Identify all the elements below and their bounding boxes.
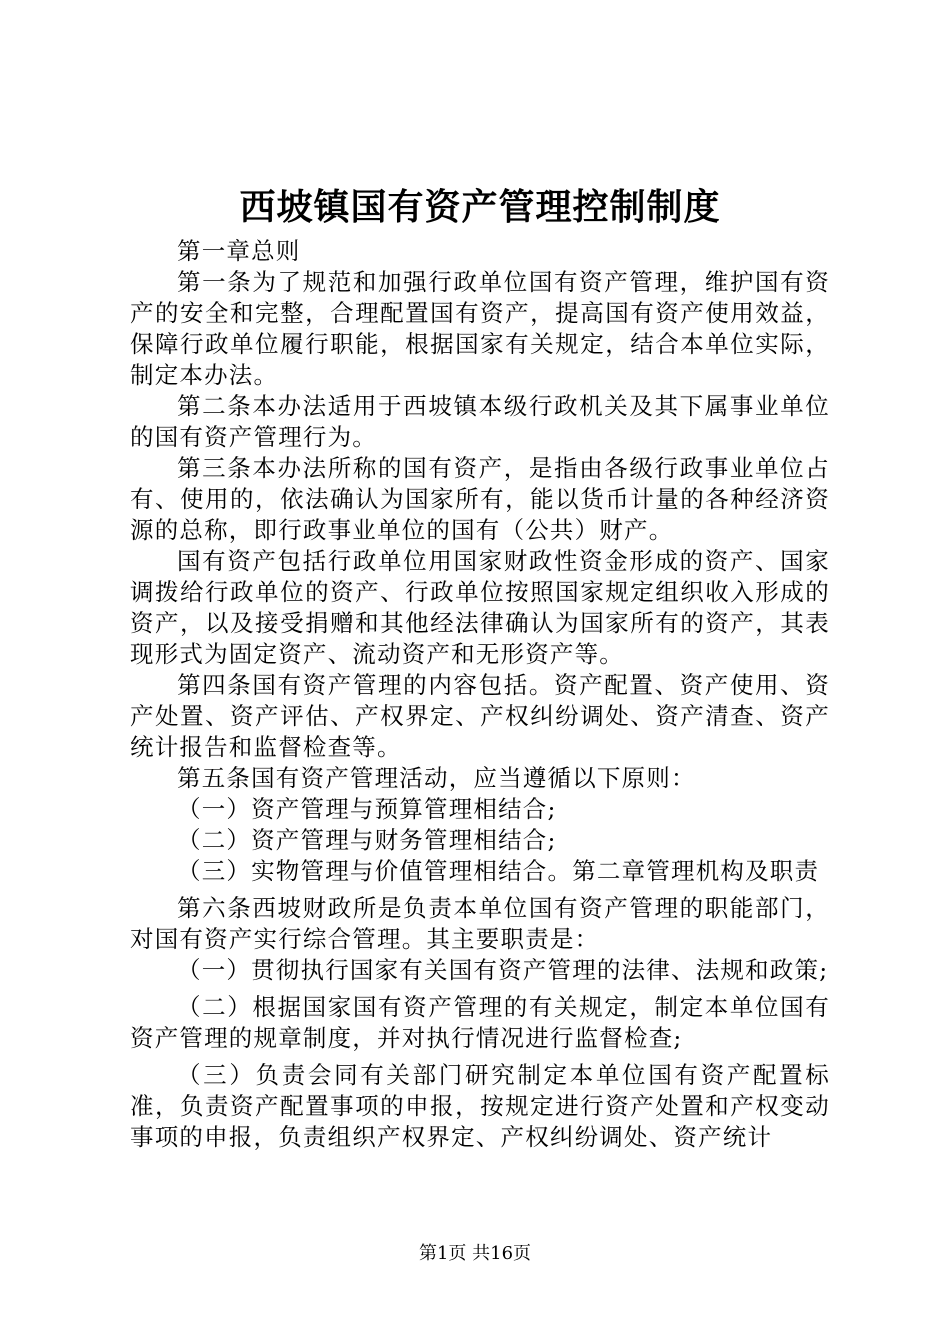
paragraph-article-1: 第一条为了规范和加强行政单位国有资产管理，维护国有资产的安全和完整，合理配置国有资产，提高国有资产使用效益，保障行政单位履行职能，根据国家有关规定，结合本单位实际，制定本办法。 — [130, 268, 830, 389]
paragraph-principle-1: （一）资产管理与预算管理相结合; — [177, 795, 557, 823]
document-page — [130, 180, 830, 1153]
document-title: 西坡镇国有资产管理控制制度 — [239, 186, 721, 228]
paragraph-article-4: 第四条国有资产管理的内容包括。资产配置、资产使用、资产处置、资产评估、产权界定、产权纠纷调处、资产清查、资产统计报告和监督检查等。 — [130, 671, 830, 761]
paragraph-duty-1: （一）贯彻执行国家有关国有资产管理的法律、法规和政策; — [177, 956, 829, 984]
paragraph-article-6: 第六条西坡财政所是负责本单位国有资产管理的职能部门，对国有资产实行综合管理。其主要职责是： — [130, 894, 830, 953]
paragraph-article-5: 第五条国有资产管理活动，应当遵循以下原则： — [177, 764, 696, 792]
paragraph-principle-2: （二）资产管理与财务管理相结合; — [177, 826, 557, 854]
paragraph-duty-3: （三）负责会同有关部门研究制定本单位国有资产配置标准，负责资产配置事项的申报，按规定进行资产处置和产权变动事项的申报，负责组织产权界定、产权纠纷调处、资产统计 — [130, 1061, 830, 1151]
paragraph-principle-3: （三）实物管理与价值管理相结合。第二章管理机构及职责 — [177, 857, 820, 885]
paragraph-chapter-1: 第一章总则 — [177, 237, 301, 265]
paragraph-article-3: 第三条本办法所称的国有资产，是指由各级行政事业单位占有、使用的，依法确认为国家所有，能以货币计量的各种经济资源的总称，即行政事业单位的国有（公共）财产。 — [130, 454, 830, 544]
page-number-footer: 第1页 共16页 — [418, 1243, 532, 1264]
paragraph-article-2: 第二条本办法适用于西坡镇本级行政机关及其下属事业单位的国有资产管理行为。 — [130, 392, 830, 451]
paragraph-duty-2: （二）根据国家国有资产管理的有关规定，制定本单位国有资产管理的规章制度，并对执行情况进行监督检查; — [130, 993, 830, 1052]
paragraph-asset-scope: 国有资产包括行政单位用国家财政性资金形成的资产、国家调拨给行政单位的资产、行政单位按照国家规定组织收入形成的资产，以及接受捐赠和其他经法律确认为国家所有的资产，其表现形式为固定资产、流动资产和无形资产等。 — [130, 547, 830, 668]
